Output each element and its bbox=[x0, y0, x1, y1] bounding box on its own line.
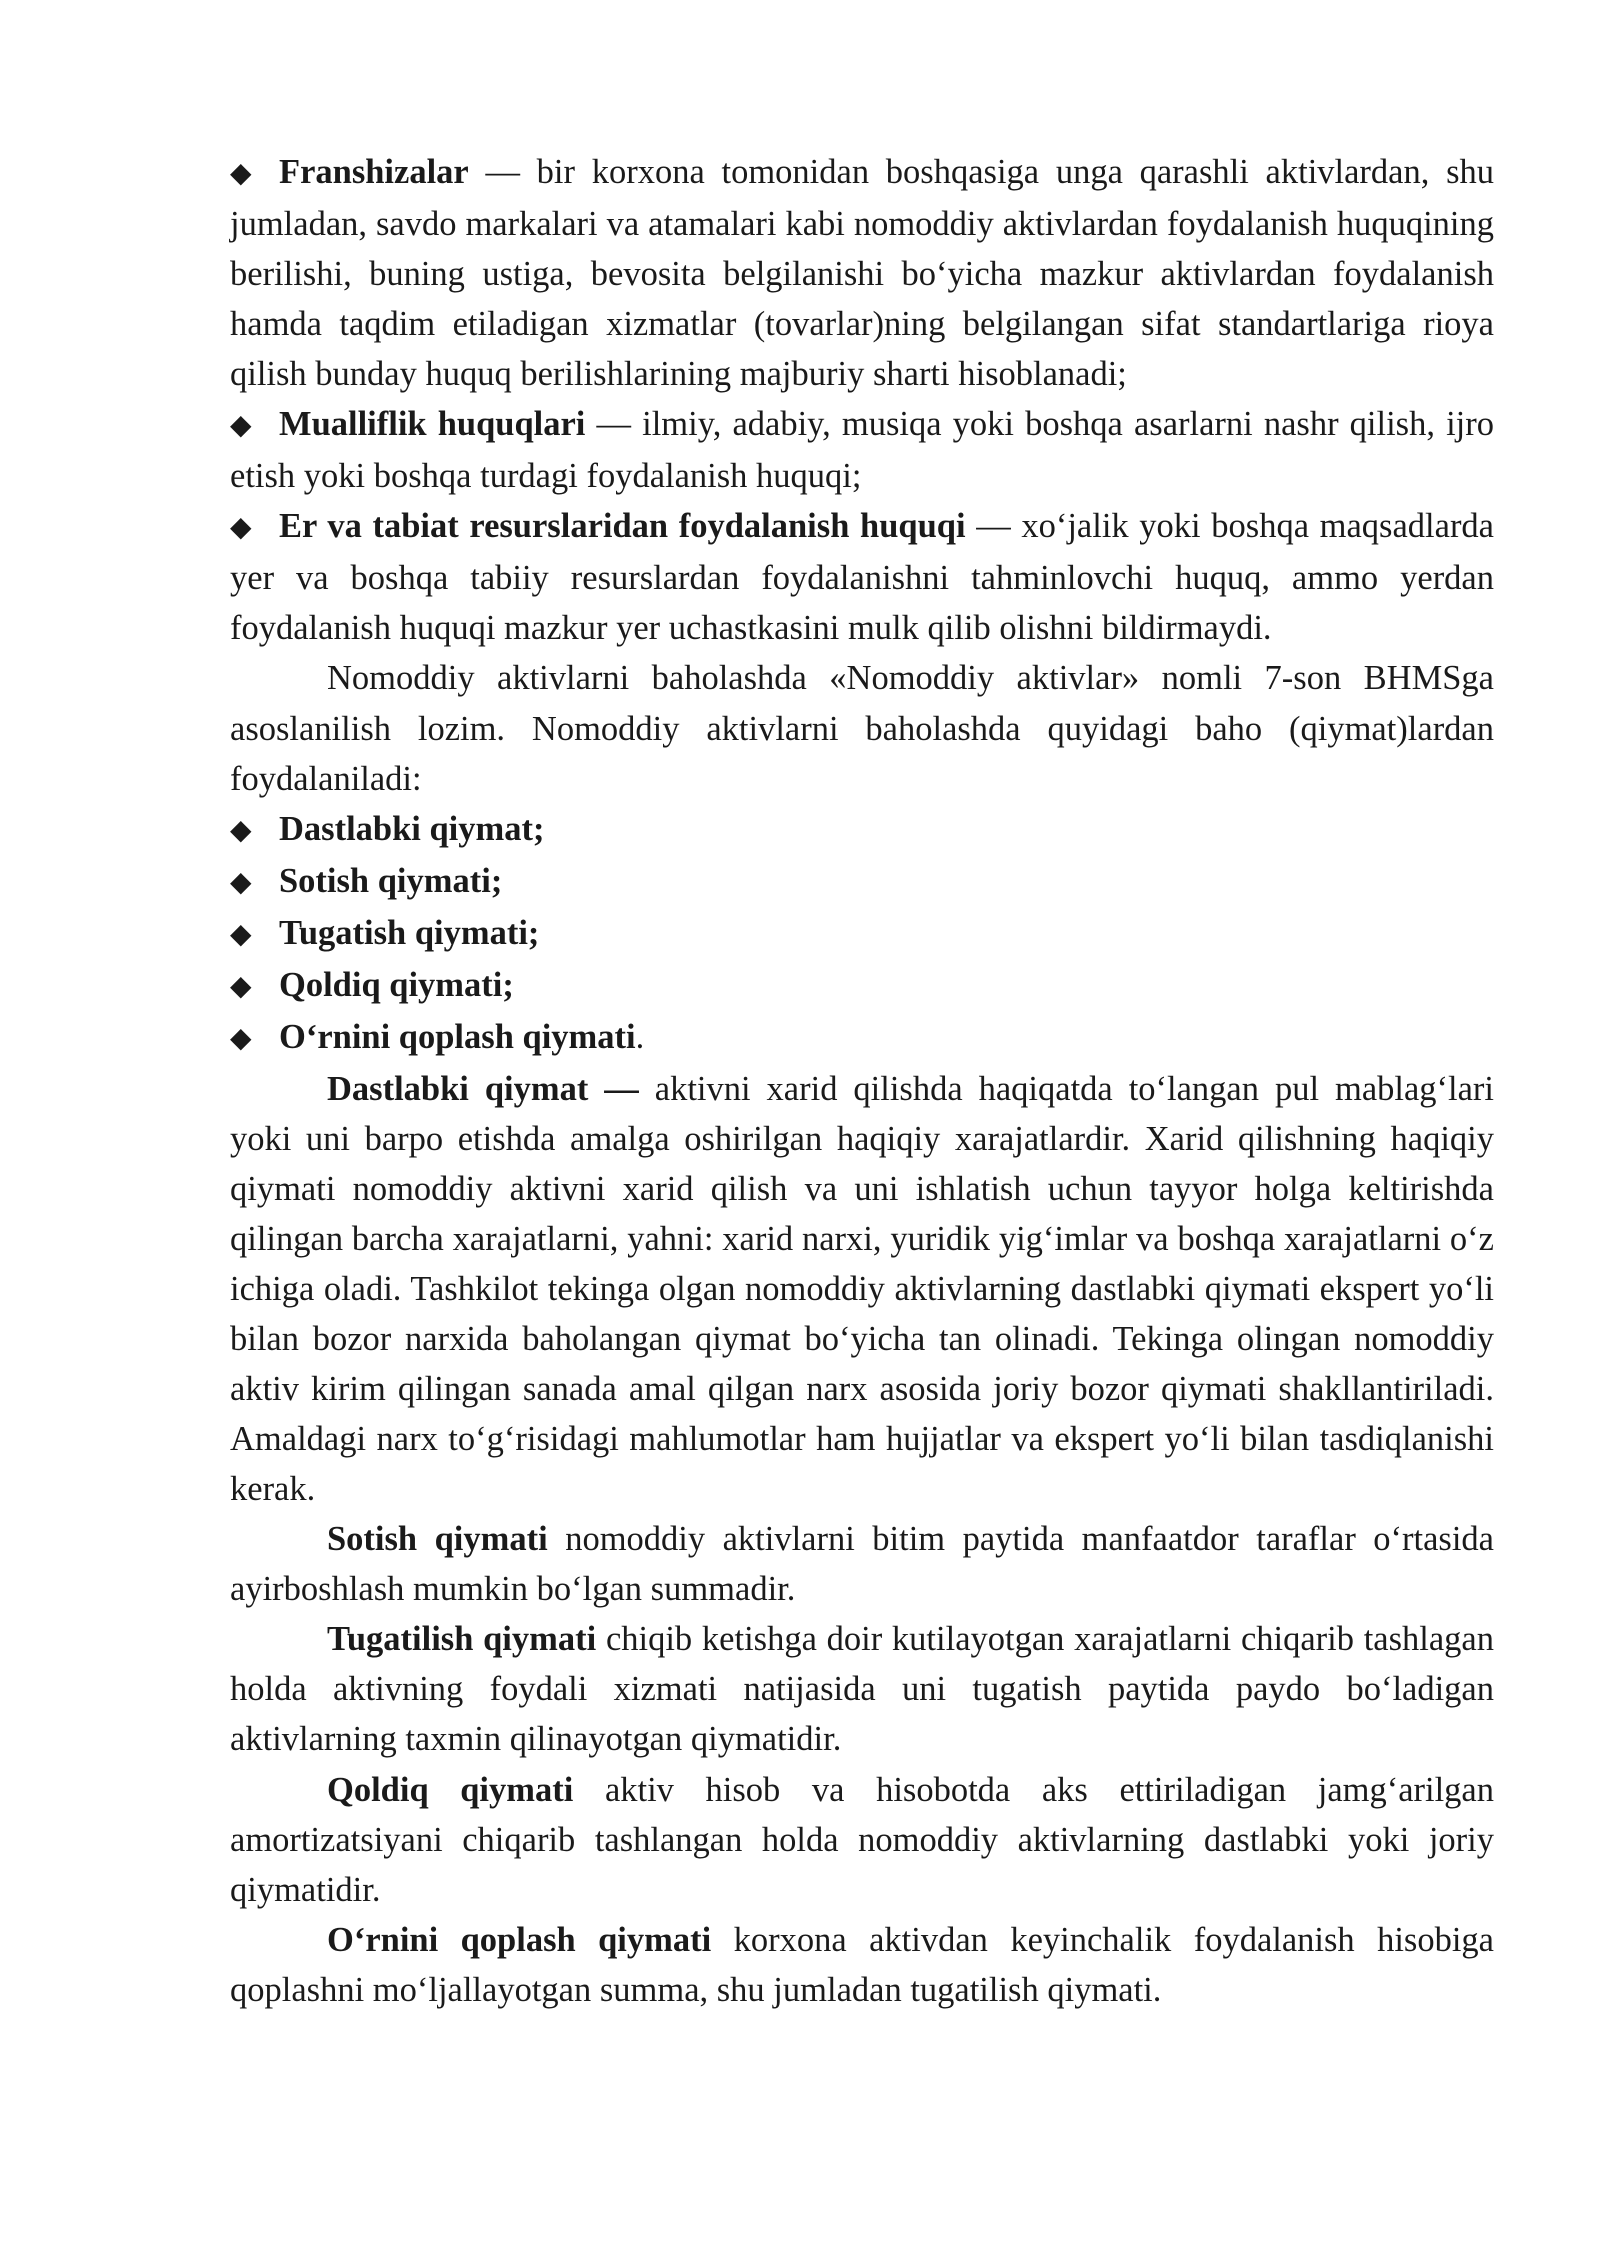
definition-term: Franshizalar bbox=[279, 153, 469, 191]
explanation-text: aktiv hisob va hisobotda aks ettiriladigan jamgʻarilgan amortizatsiyani chiqarib tashlangan holda nomoddiy aktivlarning dastlabki yoki joriy qiymatidir. bbox=[230, 1770, 1494, 1909]
explanation-paragraph bbox=[230, 1915, 1494, 2015]
explanation-paragraph bbox=[230, 1614, 1494, 1764]
value-type-suffix: . bbox=[635, 1017, 645, 1056]
value-type-label: Tugatish qiymati; bbox=[279, 913, 540, 952]
diamond-bullet-icon: ◆ bbox=[230, 410, 252, 442]
intro-paragraph: Nomoddiy aktivlarni baholashda «Nomoddiy aktivlar» nomli 7-son BHMSga asoslanilish lozim. Nomoddiy aktivlarni baholashda quyidagi baho (qiymat)lardan foydalaniladi: bbox=[230, 659, 1494, 798]
explanation-text: aktivni xarid qilishda haqiqatda toʻlangan pul mablagʻlari yoki uni barpo etishda amalga oshirilgan haqiqiy xarajatlardir. Xarid qilishning haqiqiy qiymati nomoddiy aktivni xarid qilish va uni ishlatish uchun tayyor holga keltirishda qilingan barcha xarajatlarni, yahni: xarid narxi, yuridik yigʻimlar va boshqa xarajatlarni oʻz ichiga oladi. Tashkilot tekinga olgan nomoddiy aktivlarning dastlabki qiymati ekspert yoʻli bilan bozor narxida baholangan qiymat boʻyicha tan olinadi. Tekinga olingan nomoddiy aktiv kirim qilingan sanada amal qilgan narx asosida joriy bozor qiymati shakllantiriladi. Amaldagi narx toʻgʻrisidagi mahlumotlar ham hujjatlar va ekspert yoʻli bilan tasdiqlanishi kerak. bbox=[230, 1069, 1495, 1509]
diamond-bullet-icon: ◆ bbox=[230, 1022, 252, 1054]
value-type-label: Sotish qiymati; bbox=[279, 861, 503, 900]
value-type-label: Qoldiq qiymati; bbox=[279, 965, 514, 1004]
list-item bbox=[230, 908, 1494, 960]
value-types-list bbox=[230, 804, 1494, 1064]
diamond-bullet-icon: ◆ bbox=[230, 158, 252, 189]
diamond-bullet-icon: ◆ bbox=[230, 512, 252, 544]
explanation-text: chiqib ketishga doir kutilayotgan xarajatlarni chiqarib tashlagan holda aktivning foydali xizmati natijasida uni tugatish paytida paydo boʻladigan aktivlarning taxmin qilinayotgan qiymatidir. bbox=[230, 1620, 1494, 1759]
diamond-bullet-icon: ◆ bbox=[230, 970, 252, 1002]
diamond-bullet-icon: ◆ bbox=[230, 814, 252, 846]
explanation-text: korxona aktivdan keyinchalik foydalanish hisobiga qoplashni moʻljallayotgan summa, shu jumladan tugatilish qiymati. bbox=[230, 1920, 1494, 2009]
diamond-bullet-icon: ◆ bbox=[230, 866, 252, 898]
list-item bbox=[230, 960, 1494, 1012]
explanation-term: Oʻrnini qoplash qiymati bbox=[327, 1920, 712, 1959]
explanation-term: Dastlabki qiymat — bbox=[327, 1069, 639, 1108]
definition-paragraph bbox=[230, 501, 1494, 653]
document-page bbox=[230, 147, 1494, 2015]
explanation-term: Tugatilish qiymati bbox=[327, 1620, 597, 1659]
definition-paragraph bbox=[230, 399, 1494, 501]
list-item bbox=[230, 1012, 1494, 1064]
explanation-term: Qoldiq qiymati bbox=[327, 1770, 574, 1809]
list-item bbox=[230, 804, 1494, 856]
explanation-term: Sotish qiymati bbox=[327, 1520, 548, 1559]
definition-text: — xoʻjalik yoki boshqa maqsadlarda yer va boshqa tabiiy resurslardan foydalanishni tahminlovchi huquq, ammo yerdan foydalanish huquqi mazkur yer uchastkasini mulk qilib olishni bildirmaydi. bbox=[230, 507, 1494, 648]
explanation-text: nomoddiy aktivlarni bitim paytida manfaatdor taraflar oʻrtasida ayirboshlash mumkin boʻlgan summadir. bbox=[230, 1520, 1494, 1609]
value-type-label: Dastlabki qiymat; bbox=[279, 809, 545, 848]
explanation-paragraph bbox=[230, 1765, 1494, 1915]
definition-text: — bir korxona tomonidan boshqasiga unga qarashli aktivlardan, shu jumladan, savdo markalari va atamalari kabi nomoddiy aktivlardan foydalanish huquqining berilishi, buning ustiga, bevosita belgilanishi boʻyicha mazkur aktivlardan foydalanish hamda taqdim etiladigan xizmatlar (tovarlar)ning belgilangan sifat standartlariga rioya qilish bunday huquq berilishlarining majburiy sharti hisoblanadi; bbox=[230, 153, 1494, 394]
definition-term: Er va tabiat resurslaridan foydalanish huquqi bbox=[279, 507, 966, 546]
diamond-bullet-icon: ◆ bbox=[230, 918, 252, 950]
list-item bbox=[230, 856, 1494, 908]
explanation-paragraph bbox=[230, 1514, 1494, 1614]
definition-paragraph bbox=[230, 147, 1494, 399]
explanation-paragraph bbox=[230, 1064, 1494, 1514]
definition-text: — ilmiy, adabiy, musiqa yoki boshqa asarlarni nashr qilish, ijro etish yoki boshqa turdagi foydalanish huquqi; bbox=[230, 405, 1494, 496]
definition-term: Mualliflik huquqlari bbox=[279, 405, 586, 444]
value-type-label: Oʻrnini qoplash qiymati bbox=[279, 1017, 636, 1056]
